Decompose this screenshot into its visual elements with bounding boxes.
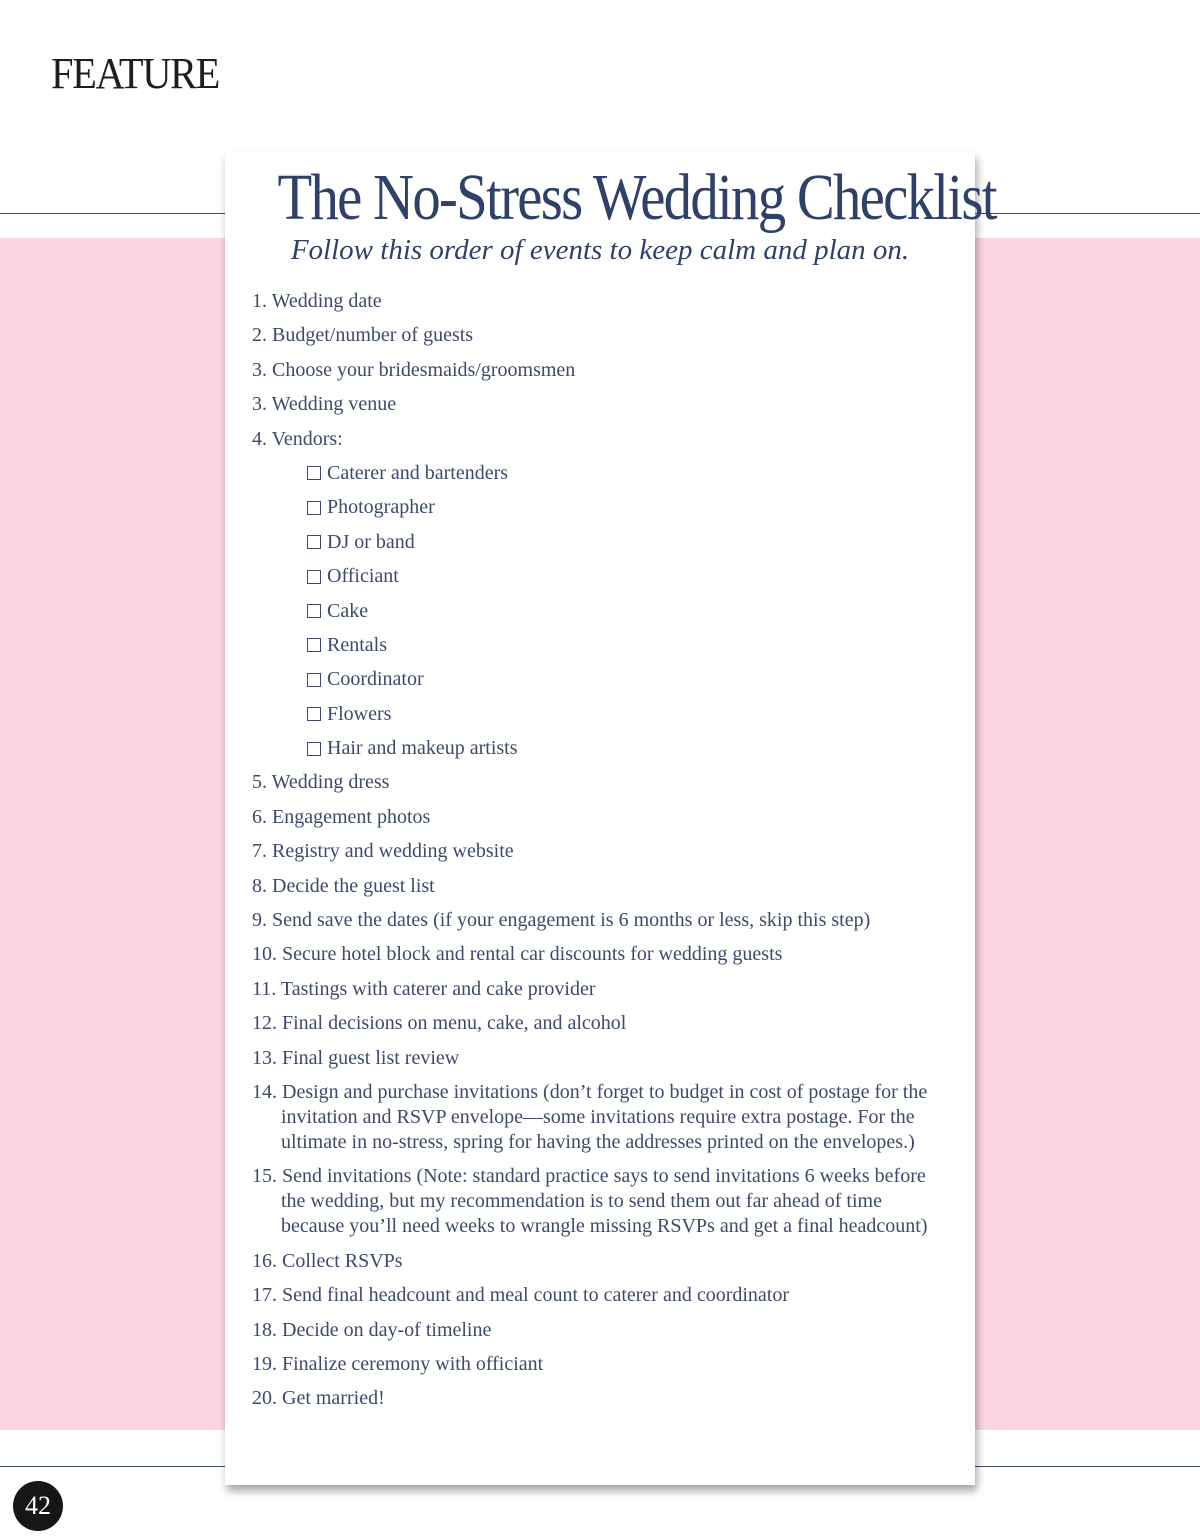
- vendor-label: Caterer and bartenders: [327, 461, 509, 484]
- list-item: 11. Tastings with caterer and cake provider: [252, 977, 596, 1000]
- list-item: 2. Budget/number of guests: [252, 324, 474, 347]
- list-item: 3. Wedding venue: [252, 393, 397, 416]
- list-item: 18. Decide on day-of timeline: [252, 1318, 492, 1341]
- vendor-item: [252, 530, 942, 555]
- vendor-item: [252, 461, 942, 486]
- checkbox-icon[interactable]: [307, 501, 321, 515]
- checkbox-icon[interactable]: [307, 673, 321, 687]
- vendor-label: Photographer: [327, 496, 435, 519]
- vendor-label: Officiant: [327, 565, 399, 588]
- checklist: [252, 289, 942, 1421]
- section-label: FEATURE: [51, 49, 220, 98]
- checkbox-icon[interactable]: [307, 466, 321, 480]
- checkbox-icon[interactable]: [307, 570, 321, 584]
- list-item: 15. Send invitations (Note: standard practice says to send invitations 6 weeks before the wedding, but my recommendation is to send them out far ahead of time because you’ll need weeks to wrangle missing RSVPs and get a final headcount): [252, 1165, 928, 1238]
- checkbox-icon[interactable]: [307, 742, 321, 756]
- list-item: 12. Final decisions on menu, cake, and alcohol: [252, 1012, 627, 1035]
- list-item: 3. Choose your bridesmaids/groomsmen: [252, 358, 576, 381]
- checklist-card: [225, 152, 996, 1485]
- checkbox-icon[interactable]: [307, 535, 321, 549]
- list-item: 16. Collect RSVPs: [252, 1249, 403, 1272]
- vendor-item: [252, 564, 942, 589]
- vendor-label: Cake: [327, 599, 369, 622]
- list-item: 9. Send save the dates (if your engagement is 6 months or less, skip this step): [252, 909, 871, 932]
- vendor-label: Rentals: [327, 633, 387, 656]
- vendor-item: [252, 495, 942, 520]
- list-item: 1. Wedding date: [252, 290, 382, 312]
- vendor-item: [252, 599, 942, 624]
- list-item: 19. Finalize ceremony with officiant: [252, 1352, 544, 1375]
- list-item: 7. Registry and wedding website: [252, 840, 514, 863]
- list-item: 13. Final guest list review: [252, 1046, 460, 1069]
- vendor-item: [252, 736, 942, 761]
- list-item: 6. Engagement photos: [252, 805, 431, 828]
- list-item: 5. Wedding dress: [252, 771, 390, 794]
- checklist-subtitle: Follow this order of events to keep calm and plan on.: [290, 234, 910, 266]
- vendor-item: [252, 633, 942, 658]
- checkbox-icon[interactable]: [307, 604, 321, 618]
- page-number: 42: [13, 1481, 63, 1531]
- list-item: 20. Get married!: [252, 1387, 385, 1410]
- vendor-label: Hair and makeup artists: [327, 737, 518, 760]
- list-item: 17. Send final headcount and meal count to caterer and coordinator: [252, 1284, 790, 1307]
- vendor-label: DJ or band: [327, 530, 415, 553]
- list-item: 10. Secure hotel block and rental car discounts for wedding guests: [252, 943, 783, 966]
- vendor-item: [252, 702, 942, 727]
- checklist-title: The No-Stress Wedding Checklist: [277, 161, 996, 234]
- checkbox-icon[interactable]: [307, 638, 321, 652]
- vendor-label: Coordinator: [327, 668, 424, 691]
- vendor-item: [252, 667, 942, 692]
- vendor-label: Flowers: [327, 702, 392, 725]
- list-item: 8. Decide the guest list: [252, 874, 435, 897]
- list-item: 14. Design and purchase invitations (don’t forget to budget in cost of postage for the invitation and RSVP envelope—some invitations require extra postage. For the ultimate in no-stress, spring for having the addresses printed on the envelopes.): [252, 1080, 928, 1153]
- list-item: 4. Vendors:: [252, 427, 343, 450]
- checkbox-icon[interactable]: [307, 707, 321, 721]
